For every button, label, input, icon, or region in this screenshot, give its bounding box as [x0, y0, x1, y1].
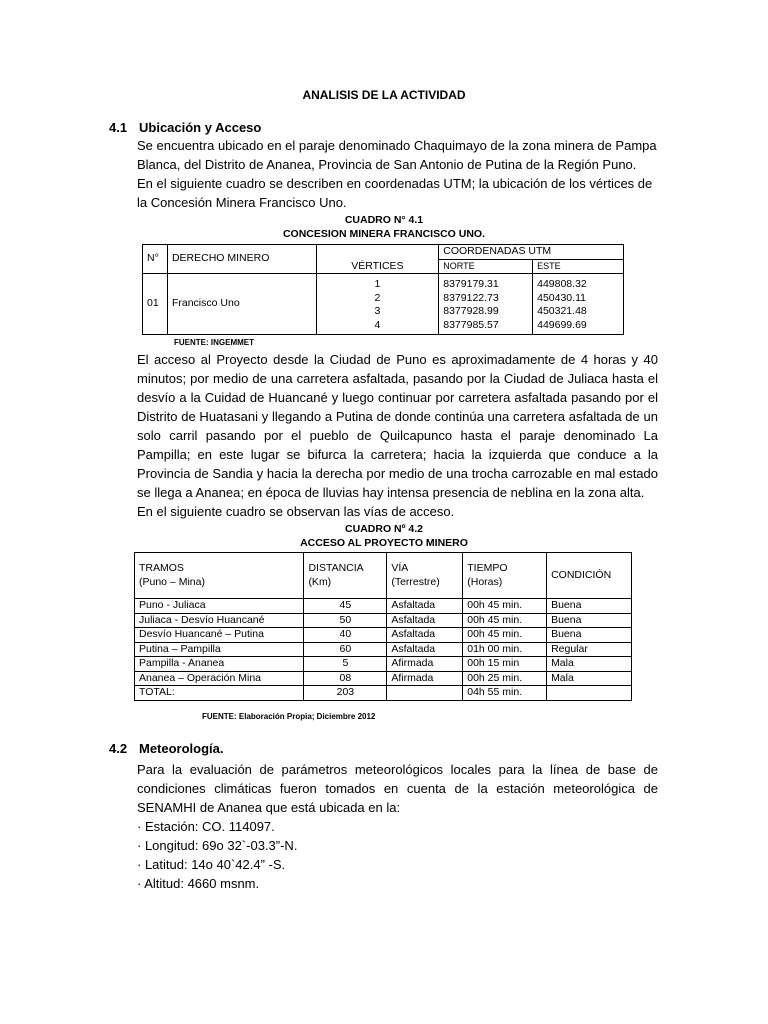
- caption-line: ACCESO AL PROYECTO MINERO: [300, 537, 468, 549]
- este-value: 450321.48: [537, 305, 587, 317]
- table-row: [135, 671, 632, 686]
- caption-line: CUADRO Nº 4.2: [345, 523, 423, 535]
- table-cell: 203: [304, 686, 387, 701]
- caption-table-4-2: [0, 522, 768, 550]
- header-line: VÍA: [391, 562, 409, 574]
- table-cell: Asfaltada: [387, 642, 463, 657]
- table-row: [135, 599, 632, 614]
- station-details-list: [137, 817, 658, 893]
- table-row: [135, 628, 632, 643]
- header-line: (Horas): [467, 575, 503, 588]
- table-cell: 40: [304, 628, 387, 643]
- table-row: [135, 657, 632, 672]
- table-cell: Buena: [547, 613, 632, 628]
- table-cell: TOTAL:: [135, 686, 304, 701]
- header-cell: [304, 553, 387, 599]
- table-cell: Pampilla - Ananea: [135, 657, 304, 672]
- table-cell: 5: [304, 657, 387, 672]
- table-cell: 00h 45 min.: [463, 628, 547, 643]
- section-label: Meteorología.: [139, 741, 224, 756]
- caption-line: CUADRO N° 4.1: [344, 214, 424, 226]
- source-note: FUENTE: Elaboración Propia; Diciembre 2012: [202, 712, 376, 721]
- section-heading-4-2: [109, 741, 224, 756]
- header-cell: VÉRTICES: [316, 245, 439, 274]
- section-number: 4.1: [109, 120, 128, 135]
- table-cell: 00h 15 min: [463, 657, 547, 672]
- header-cell: CONDICIÓN: [547, 553, 632, 599]
- vertex-value: 4: [374, 318, 381, 331]
- vertex-value: 1: [374, 278, 381, 290]
- table-cell: 60: [304, 642, 387, 657]
- section-number: 4.2: [109, 741, 128, 756]
- table-row: [135, 642, 632, 657]
- norte-value: 8379179.31: [443, 278, 499, 290]
- header-line: (Terrestre): [391, 575, 440, 588]
- table-cell: Afirmada: [387, 671, 463, 686]
- paragraph-access: El acceso al Proyecto desde la Ciudad de Puno es aproximadamente de 4 horas y 40 minutos; por medio de una carretera asfaltada, pasando por la Ciudad de Juliaca hasta el desvío a la Cuidad de Huancané y luego continuar por carretera asfaltada pasando por el Distrito de Huatasani y llegando a Putina de donde continúa una carretera asfaltada de un solo carril pasando por el pueblo de Quilcapunco hasta el paraje denominado La Pampilla; en este lugar se bifurca la carretera; hacia la izquierda que conduce a la Provincia de Sandia y hacia la derecha por medio de una trocha carrozable en mal estado se llega a Ananea; en época de lluvias hay intensa presencia de neblina en la zona alta.: [137, 352, 658, 500]
- table-cell: Regular: [547, 642, 632, 657]
- norte-value: 8377985.57: [443, 318, 499, 331]
- paragraph-meteorology: Para la evaluación de parámetros meteorológicos locales para la línea de base de condiciones climáticas fueron tomados en cuenta de la estación meteorológica de SENAMHI de Ananea que está ubicada en la:: [137, 762, 658, 815]
- header-line: TRAMOS: [139, 562, 184, 574]
- page-title: ANALISIS DE LA ACTIVIDAD: [302, 88, 466, 102]
- header-cell: COORDENADAS UTM: [439, 245, 624, 260]
- table-cell: 08: [304, 671, 387, 686]
- header-line: DISTANCIA: [308, 562, 364, 574]
- table-cell: Juliaca - Desvío Huancané: [135, 613, 304, 628]
- table-cell: Buena: [547, 599, 632, 614]
- table-cell: Asfaltada: [387, 628, 463, 643]
- header-cell: [463, 553, 547, 599]
- table-cell: 50: [304, 613, 387, 628]
- table-cell: Puno - Juliaca: [135, 599, 304, 614]
- table-cell: [547, 686, 632, 701]
- este-value: 449699.69: [537, 318, 587, 331]
- table-cell: Putina – Pampilla: [135, 642, 304, 657]
- table-row: [135, 613, 632, 628]
- table-cell: 00h 45 min.: [463, 599, 547, 614]
- norte-value: 8379122.73: [443, 291, 499, 304]
- table-cell: Mala: [547, 671, 632, 686]
- caption-line: CONCESION MINERA FRANCISCO UNO.: [282, 228, 486, 240]
- este-value: 450430.11: [537, 291, 586, 304]
- table-cell: Asfaltada: [387, 613, 463, 628]
- table-cell: Desvío Huancané – Putina: [135, 628, 304, 643]
- list-item: · Altitud: 4660 msnm.: [137, 876, 260, 891]
- header-cell: ESTE: [533, 259, 624, 274]
- paragraph-access-intro: En el siguiente cuadro se observan las vías de acceso.: [137, 504, 455, 519]
- header-line: TIEMPO: [467, 562, 508, 574]
- section-label: Ubicación y Acceso: [139, 120, 262, 135]
- list-item: · Estación: CO. 114097.: [137, 819, 275, 834]
- header-line: (Puno – Mina): [139, 575, 205, 588]
- table-cell: Mala: [547, 657, 632, 672]
- paragraph-location: Se encuentra ubicado en el paraje denominado Chaquimayo de la zona minera de Pampa Blanca, del Distrito de Ananea, Provincia de San Antonio de Putina de la Región Puno.: [137, 138, 657, 172]
- norte-value: 8377928.99: [443, 305, 499, 317]
- table-cell: [316, 274, 439, 335]
- table-cell: 45: [304, 599, 387, 614]
- paragraph-coordinates-intro: En el siguiente cuadro se describen en coordenadas UTM; la ubicación de los vértices de la Concesión Minera Francisco Uno.: [137, 176, 653, 210]
- source-note: FUENTE: INGEMMET: [174, 338, 254, 347]
- table-cell: 04h 55 min.: [463, 686, 547, 701]
- table-concesion: [142, 244, 624, 335]
- vertex-value: 2: [374, 291, 381, 304]
- header-cell: [135, 553, 304, 599]
- table-cell: Ananea – Operación Mina: [135, 671, 304, 686]
- table-cell: [533, 274, 624, 335]
- list-item: · Longitud: 69o 32`-03.3”-N.: [137, 838, 298, 853]
- table-cell: 00h 45 min.: [463, 613, 547, 628]
- caption-table-4-1: [0, 213, 768, 241]
- header-cell: DERECHO MINERO: [167, 245, 316, 274]
- header-cell: [387, 553, 463, 599]
- header-cell: NORTE: [439, 259, 533, 274]
- table-cell: Francisco Uno: [167, 274, 316, 335]
- table-cell: 01: [143, 274, 168, 335]
- vertex-value: 3: [374, 305, 381, 317]
- table-cell: Buena: [547, 628, 632, 643]
- table-cell: [439, 274, 533, 335]
- este-value: 449808.32: [537, 278, 587, 290]
- table-cell: Asfaltada: [387, 599, 463, 614]
- table-cell: 01h 00 min.: [463, 642, 547, 657]
- table-acceso: [134, 552, 632, 701]
- table-cell: Afirmada: [387, 657, 463, 672]
- table-cell: [387, 686, 463, 701]
- header-line: (Km): [308, 575, 332, 588]
- list-item: · Latitud: 14o 40`42.4” -S.: [137, 857, 286, 872]
- section-heading-4-1: [109, 120, 261, 135]
- table-row-total: [135, 686, 632, 701]
- table-cell: 00h 25 min.: [463, 671, 547, 686]
- header-cell: N°: [143, 245, 168, 274]
